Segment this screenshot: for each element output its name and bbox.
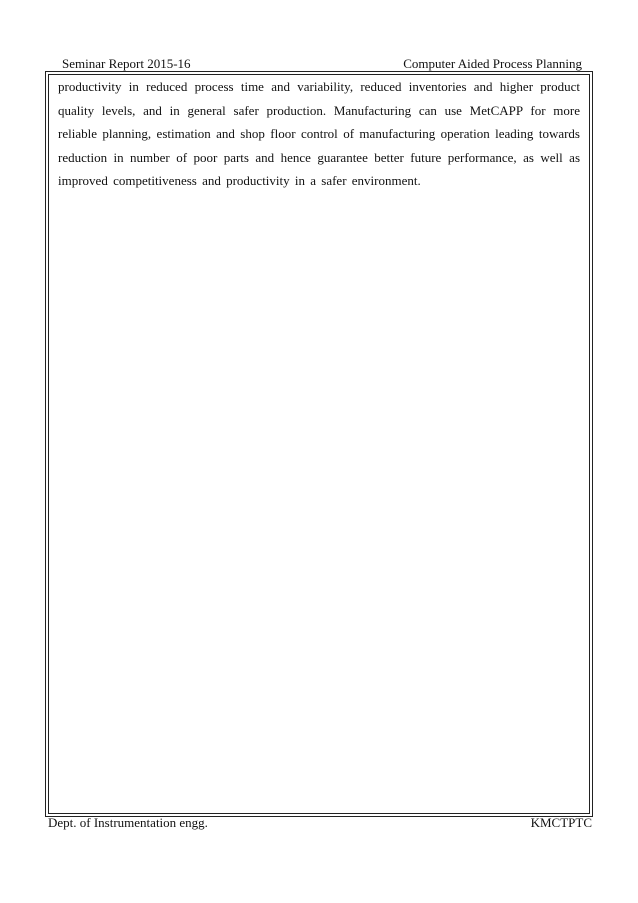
report-title: Seminar Report 2015-16 <box>62 56 191 71</box>
department-name: Dept. of Instrumentation engg. <box>48 815 208 830</box>
topic-title: Computer Aided Process Planning <box>403 56 582 71</box>
page-header <box>48 56 592 72</box>
page-footer <box>48 815 592 831</box>
body-paragraph: productivity in reduced process time and variability, reduced inventories and higher product quality levels, and in general safer production. Manufacturing can use MetCAPP for more reliable planning, estimation and shop floor control of manufacturing operation leading towards reduction in number of poor parts and hence guarantee better future performance, as well as improved competitiveness and productivity in a safer environment. <box>58 79 580 189</box>
institution-name: KMCTPTC <box>530 815 592 830</box>
